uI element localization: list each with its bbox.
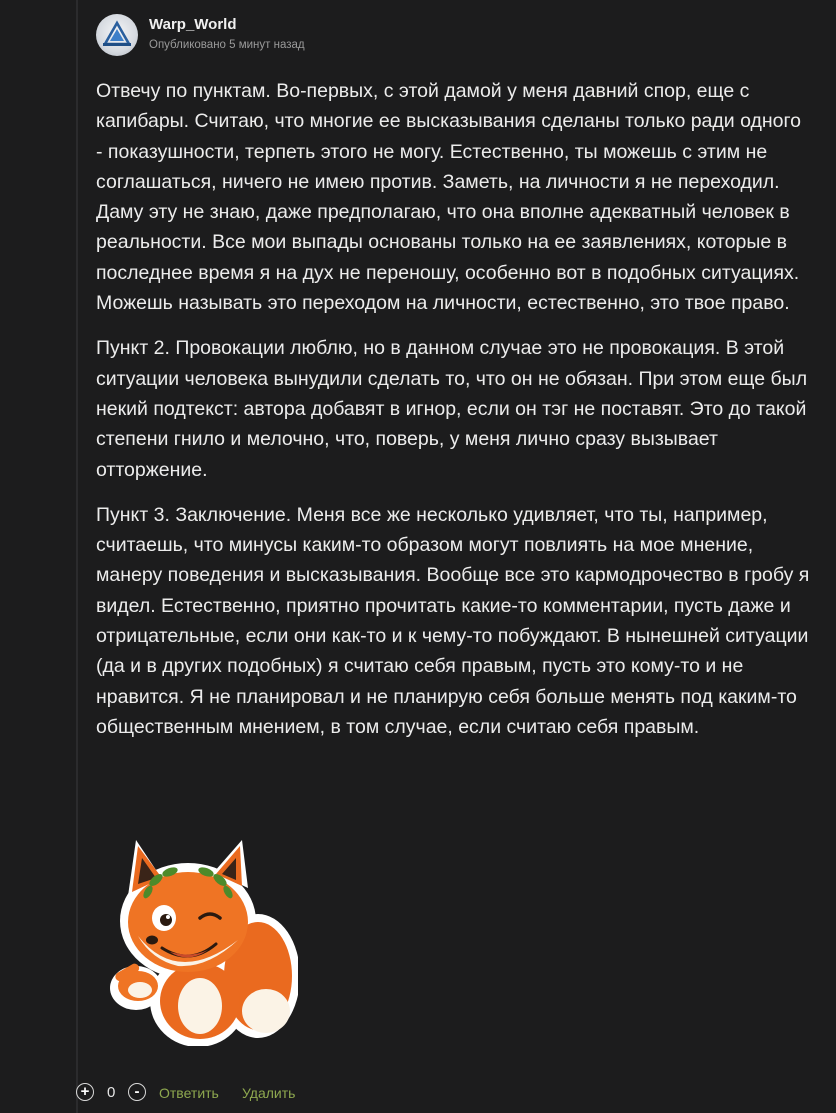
comment-body [96, 76, 812, 757]
winking-fox-icon [108, 836, 298, 1046]
fox-sticker [108, 836, 298, 1046]
avatar[interactable] [96, 14, 138, 56]
post-time: Опубликовано 5 минут назад [149, 39, 305, 51]
delete-link[interactable]: Удалить [242, 1085, 296, 1101]
thread-line [76, 0, 78, 1113]
comment-header [96, 14, 496, 58]
comment-paragraph-1: Отвечу по пунктам. Во-первых, с этой дамой у меня давний спор, еще с капибары. Считаю, что многие ее высказывания сделаны только ради одного - показушности, терпеть этого не могу. Естественно, ты можешь с этим не соглашаться, ничего не имею против. Заметь, на личности я не переходил. Даму эту не знаю, даже предполагаю, что она вполне адекватный человек в реальности. Все мои выпады основаны только на ее заявлениях, которые в последнее время я на дух не переношу, особенно вот в подобных ситуациях. Можешь называть это переходом на личности, естественно, это твое право. [96, 80, 802, 315]
warp-world-logo-icon [96, 14, 138, 56]
vote-score: 0 [107, 1084, 116, 1101]
comment-paragraph-3: Пункт 3. Заключение. Меня все же несколько удивляет, что ты, например, считаешь, что минусы каким-то образом могут повлиять на мое мнение, манеру поведения и высказывания. Вообще все это кармодрочество в гробу я видел. Естественно, приятно прочитать какие-то комментарии, пусть даже и отрицательные, если они как-то и к чему-то побуждают. В нынешней ситуации (да и в других подобных) я считаю себя правым, пусть это кому-то и не нравится. Я не планировал и не планирую себя больше менять под каким-то общественным мнением, в том случае, если считаю себя правым. [96, 503, 810, 738]
comment-paragraph-2: Пункт 2. Провокации люблю, но в данном случае это не провокация. В этой ситуации человека вынудили сделать то, что он не обязан. При этом еще был некий подтекст: автора добавят в игнор, если он тэг не поставят. Это до такой степени гнило и мелочно, что, поверь, у меня лично сразу вызывает отторжение. [96, 337, 808, 481]
upvote-button[interactable]: + [76, 1083, 94, 1101]
reply-link[interactable]: Ответить [159, 1085, 219, 1101]
author-name[interactable]: Warp_World [149, 16, 237, 33]
downvote-button[interactable]: - [128, 1083, 146, 1101]
comment-actions [76, 1081, 476, 1105]
